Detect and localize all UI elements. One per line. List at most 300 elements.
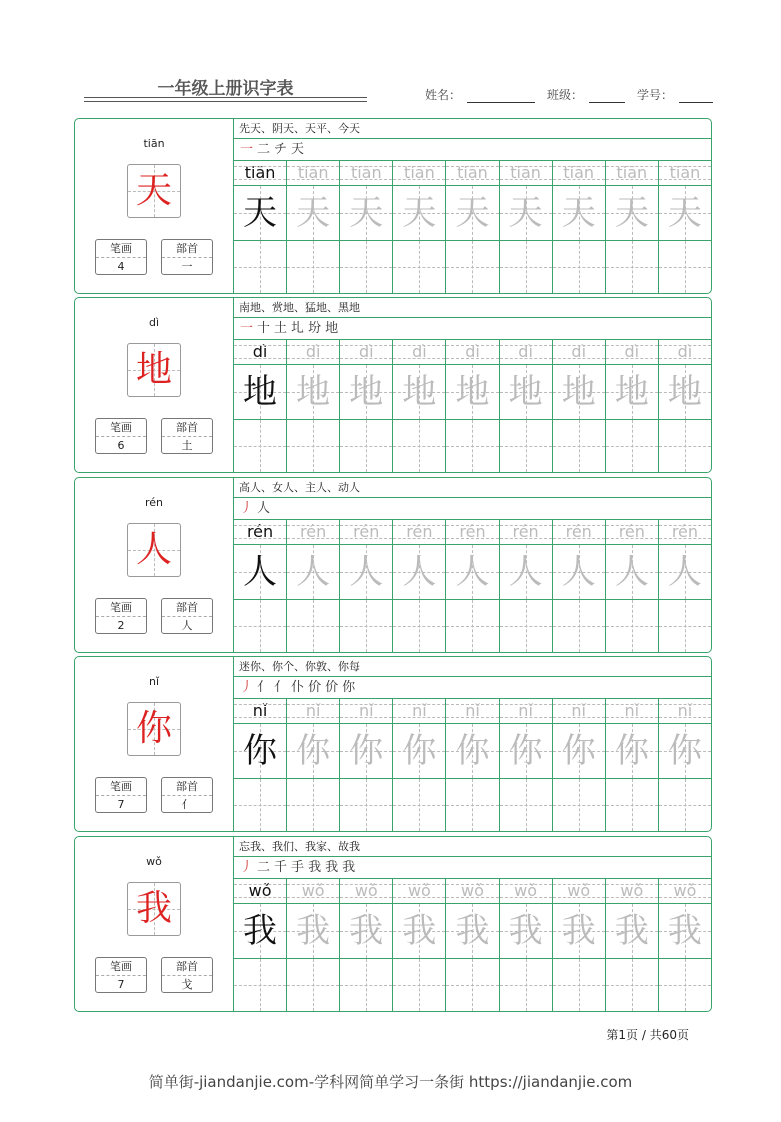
- char-glyph: 你: [508, 731, 543, 771]
- practice-cell[interactable]: [393, 241, 446, 293]
- trace-char-cell: [340, 365, 393, 419]
- practice-cell[interactable]: [553, 779, 606, 831]
- char-glyph: 天: [667, 193, 702, 233]
- char-glyph: 天: [508, 193, 543, 233]
- char-large: 天: [135, 170, 172, 211]
- trace-char-cell: [340, 186, 393, 240]
- trace-pinyin-cell: rén: [553, 520, 606, 544]
- stroke-step: 亻: [274, 680, 288, 695]
- radical-box: [161, 418, 213, 454]
- practice-cell[interactable]: [287, 779, 340, 831]
- char-info-panel: [75, 837, 234, 1011]
- practice-cell[interactable]: [659, 600, 711, 652]
- stroke-count-label: 笔画: [96, 419, 146, 437]
- pinyin-model-cell: nǐ: [234, 699, 287, 723]
- trace-char-cell: [446, 545, 499, 599]
- practice-cell[interactable]: [500, 241, 553, 293]
- char-glyph: 天: [402, 193, 437, 233]
- radical-box: [161, 239, 213, 275]
- char-glyph: 我: [667, 911, 702, 951]
- practice-cell[interactable]: [659, 420, 711, 472]
- char-glyph: 人: [667, 552, 702, 592]
- trace-pinyin-cell: rén: [393, 520, 446, 544]
- class-label: 班级：: [547, 88, 584, 102]
- practice-cell[interactable]: [446, 959, 499, 1011]
- trace-pinyin-cell: tiān: [393, 161, 446, 185]
- trace-char-cell: [606, 724, 659, 778]
- stroke-count-box: [95, 239, 147, 275]
- student-info: [425, 86, 713, 103]
- trace-pinyin-cell: rén: [606, 520, 659, 544]
- trace-char-cell: [340, 545, 393, 599]
- pinyin-model-cell: tiān: [234, 161, 287, 185]
- char-info-panel: [75, 657, 234, 831]
- practice-cell[interactable]: [606, 241, 659, 293]
- stroke-step: 丿: [240, 501, 254, 516]
- practice-cell[interactable]: [234, 779, 287, 831]
- practice-cell[interactable]: [340, 600, 393, 652]
- stroke-step: 一: [240, 321, 254, 336]
- pinyin-row: [234, 340, 711, 365]
- practice-grid: [234, 478, 711, 652]
- char-info-panel: [75, 478, 234, 652]
- trace-pinyin-cell: nǐ: [659, 699, 711, 723]
- practice-cell[interactable]: [287, 600, 340, 652]
- practice-cell[interactable]: [393, 600, 446, 652]
- trace-pinyin-cell: dì: [659, 340, 711, 364]
- practice-cell[interactable]: [393, 779, 446, 831]
- practice-cell[interactable]: [234, 241, 287, 293]
- stroke-step: 你: [342, 680, 356, 695]
- stroke-step: 千: [274, 860, 288, 875]
- practice-cell[interactable]: [553, 959, 606, 1011]
- trace-pinyin-cell: nǐ: [393, 699, 446, 723]
- trace-char-cell: [606, 365, 659, 419]
- trace-pinyin-cell: tiān: [659, 161, 711, 185]
- char-large: 地: [135, 349, 172, 390]
- practice-cell[interactable]: [340, 959, 393, 1011]
- trace-pinyin-cell: wǒ: [659, 879, 711, 903]
- char-glyph: 人: [349, 552, 384, 592]
- char-large: 我: [135, 888, 172, 929]
- trace-pinyin-cell: dì: [287, 340, 340, 364]
- id-field[interactable]: [679, 90, 713, 103]
- char-glyph: 天: [349, 193, 384, 233]
- trace-char-cell: [446, 186, 499, 240]
- trace-pinyin-cell: nǐ: [606, 699, 659, 723]
- name-label: 姓名：: [425, 88, 462, 102]
- trace-char-cell: [500, 186, 553, 240]
- character-card: [74, 297, 712, 473]
- char-model-cell: [234, 365, 287, 419]
- pinyin-row: [234, 161, 711, 186]
- stroke-count-value: 7: [117, 798, 125, 811]
- stroke-step: 土: [274, 321, 288, 336]
- stroke-step: 圠: [291, 321, 305, 336]
- trace-char-cell: [340, 904, 393, 958]
- trace-pinyin-cell: nǐ: [446, 699, 499, 723]
- stroke-count-value: 2: [117, 619, 125, 632]
- trace-char-cell: [500, 904, 553, 958]
- char-glyph: 你: [561, 731, 596, 771]
- char-glyph: 地: [402, 372, 437, 412]
- char-glyph: 我: [243, 911, 278, 951]
- char-glyph: 地: [667, 372, 702, 412]
- char-row: [234, 904, 711, 959]
- empty-row: [234, 959, 711, 1011]
- trace-pinyin-cell: dì: [446, 340, 499, 364]
- practice-cell[interactable]: [393, 959, 446, 1011]
- pinyin-model-cell: rén: [234, 520, 287, 544]
- char-model-cell: [234, 186, 287, 240]
- trace-char-cell: [606, 186, 659, 240]
- stroke-step: 人: [257, 501, 271, 516]
- trace-pinyin-cell: dì: [340, 340, 393, 364]
- char-glyph: 人: [561, 552, 596, 592]
- char-glyph: 我: [455, 911, 490, 951]
- trace-pinyin-cell: rén: [287, 520, 340, 544]
- char-glyph: 你: [667, 731, 702, 771]
- trace-char-cell: [553, 724, 606, 778]
- stroke-step: 一: [240, 142, 254, 157]
- page-title: 一年级上册识字表: [157, 79, 294, 99]
- stroke-step: 我: [342, 860, 356, 875]
- class-field[interactable]: [589, 90, 625, 103]
- practice-cell[interactable]: [446, 600, 499, 652]
- page-number: 第1页 / 共60页: [606, 1028, 689, 1042]
- stroke-count-label: 笔画: [96, 240, 146, 258]
- empty-row: [234, 241, 711, 293]
- trace-char-cell: [446, 724, 499, 778]
- practice-cell[interactable]: [234, 959, 287, 1011]
- char-glyph: 你: [296, 731, 331, 771]
- trace-pinyin-cell: wǒ: [287, 879, 340, 903]
- trace-char-cell: [659, 365, 711, 419]
- char-glyph: 地: [296, 372, 331, 412]
- practice-cell[interactable]: [553, 420, 606, 472]
- char-box: [127, 882, 181, 936]
- trace-pinyin-cell: dì: [606, 340, 659, 364]
- char-row: [234, 365, 711, 420]
- trace-pinyin-cell: tiān: [553, 161, 606, 185]
- empty-row: [234, 779, 711, 831]
- footer-watermark: 简单街-jiandanjie.com-学科网简单学习一条街 https://jiandanjie.com: [148, 1073, 633, 1091]
- trace-char-cell: [500, 724, 553, 778]
- char-pinyin: rén: [144, 496, 164, 509]
- stroke-count-label: 笔画: [96, 599, 146, 617]
- trace-char-cell: [446, 365, 499, 419]
- practice-cell[interactable]: [553, 241, 606, 293]
- trace-char-cell: [500, 365, 553, 419]
- char-glyph: 我: [402, 911, 437, 951]
- stroke-order: [234, 139, 711, 161]
- stroke-step: 地: [325, 321, 339, 336]
- trace-pinyin-cell: nǐ: [340, 699, 393, 723]
- stroke-count-value: 6: [117, 439, 125, 452]
- trace-char-cell: [287, 904, 340, 958]
- stroke-step: 丿: [240, 680, 254, 695]
- stroke-step: 我: [308, 860, 322, 875]
- stroke-order: [234, 857, 711, 879]
- radical-label: 部首: [162, 778, 212, 796]
- trace-pinyin-cell: nǐ: [553, 699, 606, 723]
- trace-char-cell: [393, 545, 446, 599]
- char-glyph: 你: [614, 731, 649, 771]
- practice-cell[interactable]: [340, 420, 393, 472]
- char-glyph: 天: [243, 193, 278, 233]
- practice-cell[interactable]: [553, 600, 606, 652]
- trace-char-cell: [659, 904, 711, 958]
- char-glyph: 人: [508, 552, 543, 592]
- trace-pinyin-cell: nǐ: [500, 699, 553, 723]
- practice-cell[interactable]: [446, 779, 499, 831]
- stroke-step: チ: [274, 142, 288, 157]
- stroke-count-box: [95, 777, 147, 813]
- trace-char-cell: [287, 186, 340, 240]
- radical-value: 戈: [181, 978, 193, 991]
- radical-box: [161, 598, 213, 634]
- stroke-count-box: [95, 957, 147, 993]
- practice-grid: [234, 298, 711, 472]
- char-glyph: 天: [614, 193, 649, 233]
- example-words: 忘我、我们、我家、故我: [234, 837, 711, 857]
- stroke-count-box: [95, 418, 147, 454]
- char-glyph: 天: [296, 193, 331, 233]
- trace-char-cell: [287, 724, 340, 778]
- pinyin-row: [234, 699, 711, 724]
- practice-cell[interactable]: [393, 420, 446, 472]
- practice-grid: [234, 119, 711, 293]
- practice-cell[interactable]: [500, 779, 553, 831]
- char-glyph: 天: [561, 193, 596, 233]
- char-model-cell: [234, 904, 287, 958]
- radical-label: 部首: [162, 958, 212, 976]
- practice-cell[interactable]: [659, 779, 711, 831]
- trace-char-cell: [606, 545, 659, 599]
- radical-label: 部首: [162, 599, 212, 617]
- stroke-step: 二: [257, 860, 271, 875]
- trace-pinyin-cell: rén: [500, 520, 553, 544]
- practice-cell[interactable]: [606, 779, 659, 831]
- char-pinyin: tiān: [143, 137, 165, 150]
- radical-label: 部首: [162, 240, 212, 258]
- practice-cell[interactable]: [340, 241, 393, 293]
- char-glyph: 你: [402, 731, 437, 771]
- practice-cell[interactable]: [287, 959, 340, 1011]
- trace-char-cell: [606, 904, 659, 958]
- stroke-order: [234, 498, 711, 520]
- char-glyph: 你: [243, 731, 278, 771]
- trace-pinyin-cell: nǐ: [287, 699, 340, 723]
- char-model-cell: [234, 545, 287, 599]
- char-glyph: 地: [508, 372, 543, 412]
- trace-char-cell: [287, 365, 340, 419]
- trace-char-cell: [659, 724, 711, 778]
- char-large: 人: [135, 529, 172, 570]
- example-words: 高人、女人、主人、动人: [234, 478, 711, 498]
- char-pinyin: dì: [148, 316, 160, 329]
- practice-cell[interactable]: [606, 600, 659, 652]
- trace-char-cell: [553, 365, 606, 419]
- character-card: [74, 118, 712, 294]
- char-glyph: 我: [508, 911, 543, 951]
- char-glyph: 你: [349, 731, 384, 771]
- practice-cell[interactable]: [659, 241, 711, 293]
- char-glyph: 我: [561, 911, 596, 951]
- practice-cell[interactable]: [659, 959, 711, 1011]
- example-words: 先天、阴天、天平、今天: [234, 119, 711, 139]
- trace-char-cell: [287, 545, 340, 599]
- char-large: 你: [135, 708, 172, 749]
- radical-label: 部首: [162, 419, 212, 437]
- trace-pinyin-cell: tiān: [606, 161, 659, 185]
- stroke-step: 我: [325, 860, 339, 875]
- trace-pinyin-cell: rén: [659, 520, 711, 544]
- char-glyph: 我: [349, 911, 384, 951]
- stroke-step: 手: [291, 860, 305, 875]
- char-box: [127, 702, 181, 756]
- pinyin-model-cell: dì: [234, 340, 287, 364]
- char-glyph: 天: [455, 193, 490, 233]
- pinyin-row: [234, 879, 711, 904]
- trace-pinyin-cell: wǒ: [340, 879, 393, 903]
- example-words: 迷你、你个、你敦、你每: [234, 657, 711, 677]
- trace-pinyin-cell: wǒ: [553, 879, 606, 903]
- trace-char-cell: [553, 904, 606, 958]
- trace-pinyin-cell: dì: [500, 340, 553, 364]
- id-label: 学号：: [637, 88, 674, 102]
- stroke-order: [234, 318, 711, 340]
- char-box: [127, 164, 181, 218]
- char-info-panel: [75, 298, 234, 472]
- stroke-count-label: 笔画: [96, 958, 146, 976]
- character-card: [74, 836, 712, 1012]
- trace-pinyin-cell: wǒ: [606, 879, 659, 903]
- radical-box: [161, 777, 213, 813]
- trace-char-cell: [446, 904, 499, 958]
- char-box: [127, 523, 181, 577]
- practice-cell[interactable]: [446, 241, 499, 293]
- stroke-step: 十: [257, 321, 271, 336]
- trace-char-cell: [393, 904, 446, 958]
- pinyin-model-cell: wǒ: [234, 879, 287, 903]
- trace-char-cell: [553, 545, 606, 599]
- practice-grid: [234, 657, 711, 831]
- char-glyph: 地: [614, 372, 649, 412]
- char-row: [234, 724, 711, 779]
- practice-cell[interactable]: [500, 959, 553, 1011]
- trace-pinyin-cell: dì: [393, 340, 446, 364]
- char-glyph: 地: [455, 372, 490, 412]
- character-card: [74, 656, 712, 832]
- char-info-panel: [75, 119, 234, 293]
- stroke-step: 价: [308, 680, 322, 695]
- trace-char-cell: [659, 545, 711, 599]
- trace-pinyin-cell: wǒ: [446, 879, 499, 903]
- trace-pinyin-cell: tiān: [287, 161, 340, 185]
- stroke-step: 仆: [291, 680, 305, 695]
- char-glyph: 人: [402, 552, 437, 592]
- title-underline: [84, 97, 367, 102]
- practice-cell[interactable]: [606, 420, 659, 472]
- stroke-step: 亻: [257, 680, 271, 695]
- stroke-count-value: 7: [117, 978, 125, 991]
- stroke-count-value: 4: [117, 260, 125, 273]
- example-words: 南地、赏地、猛地、黑地: [234, 298, 711, 318]
- char-glyph: 我: [614, 911, 649, 951]
- char-row: [234, 545, 711, 600]
- char-glyph: 人: [455, 552, 490, 592]
- char-glyph: 我: [296, 911, 331, 951]
- practice-cell[interactable]: [340, 779, 393, 831]
- trace-char-cell: [393, 186, 446, 240]
- character-card: [74, 477, 712, 653]
- practice-cell[interactable]: [287, 241, 340, 293]
- name-field[interactable]: [467, 90, 535, 103]
- char-glyph: 人: [614, 552, 649, 592]
- radical-value: 人: [181, 619, 193, 632]
- stroke-count-label: 笔画: [96, 778, 146, 796]
- radical-value: 亻: [181, 798, 193, 811]
- char-pinyin: wǒ: [146, 855, 162, 868]
- stroke-step: 坋: [308, 321, 322, 336]
- stroke-step: 丿: [240, 860, 254, 875]
- char-pinyin: nǐ: [148, 675, 160, 688]
- radical-box: [161, 957, 213, 993]
- practice-cell[interactable]: [234, 420, 287, 472]
- stroke-step: 二: [257, 142, 271, 157]
- char-box: [127, 343, 181, 397]
- trace-pinyin-cell: wǒ: [393, 879, 446, 903]
- stroke-order: [234, 677, 711, 699]
- stroke-step: 价: [325, 680, 339, 695]
- empty-row: [234, 600, 711, 652]
- trace-pinyin-cell: tiān: [446, 161, 499, 185]
- trace-char-cell: [500, 545, 553, 599]
- char-glyph: 你: [455, 731, 490, 771]
- trace-char-cell: [659, 186, 711, 240]
- trace-pinyin-cell: tiān: [340, 161, 393, 185]
- char-glyph: 地: [561, 372, 596, 412]
- trace-pinyin-cell: dì: [553, 340, 606, 364]
- practice-cell[interactable]: [500, 600, 553, 652]
- trace-pinyin-cell: wǒ: [500, 879, 553, 903]
- practice-cell[interactable]: [234, 600, 287, 652]
- char-glyph: 地: [349, 372, 384, 412]
- char-glyph: 人: [296, 552, 331, 592]
- stroke-count-box: [95, 598, 147, 634]
- trace-char-cell: [393, 365, 446, 419]
- stroke-step: 天: [291, 142, 305, 157]
- trace-char-cell: [340, 724, 393, 778]
- trace-char-cell: [393, 724, 446, 778]
- practice-grid: [234, 837, 711, 1011]
- char-model-cell: [234, 724, 287, 778]
- char-glyph: 人: [243, 552, 278, 592]
- practice-cell[interactable]: [606, 959, 659, 1011]
- char-glyph: 地: [243, 372, 278, 412]
- trace-char-cell: [553, 186, 606, 240]
- practice-cell[interactable]: [500, 420, 553, 472]
- practice-cell[interactable]: [446, 420, 499, 472]
- trace-pinyin-cell: rén: [446, 520, 499, 544]
- practice-cell[interactable]: [287, 420, 340, 472]
- trace-pinyin-cell: rén: [340, 520, 393, 544]
- char-row: [234, 186, 711, 241]
- pinyin-row: [234, 520, 711, 545]
- radical-value: 土: [181, 439, 193, 452]
- radical-value: 一: [181, 260, 193, 273]
